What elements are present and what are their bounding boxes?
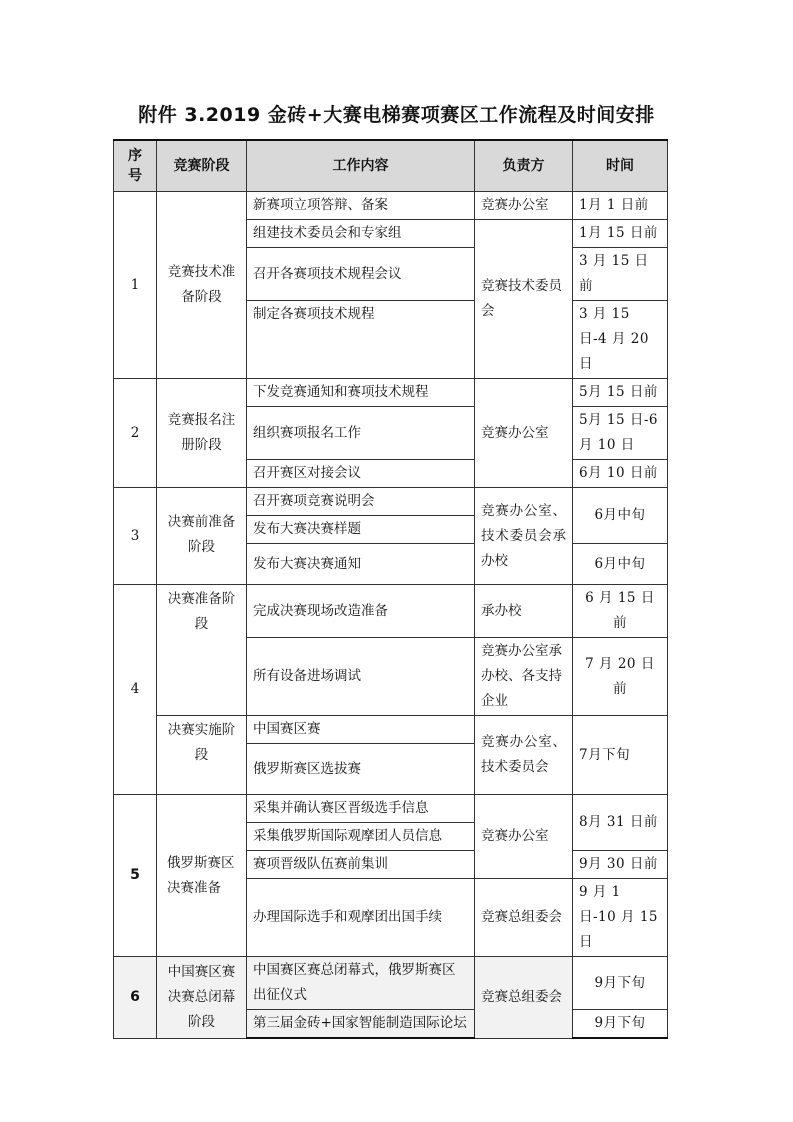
- stage-cell: 决赛准备阶段: [157, 585, 247, 716]
- task-cell: 召开赛区对接会议: [247, 460, 475, 488]
- task-cell: 俄罗斯赛区选拔赛: [247, 744, 475, 795]
- stage-cell: 决赛前准备阶段: [157, 488, 247, 585]
- task-cell: 中国赛区赛: [247, 716, 475, 744]
- owner-cell: 承办校: [475, 585, 573, 638]
- time-cell: 6月中旬: [573, 488, 668, 544]
- table-row: [114, 957, 668, 1010]
- header-time: 时间: [573, 140, 668, 192]
- task-cell: 发布大赛决赛样题: [247, 516, 475, 544]
- task-cell: 召开各赛项技术规程会议: [247, 248, 475, 301]
- time-cell: 9 月 1 日-10 月 15 日: [573, 879, 668, 957]
- time-cell: 6月 10 日前: [573, 460, 668, 488]
- owner-cell: 竞赛办公室承办校、各支持企业: [475, 638, 573, 716]
- time-cell: 1月 1 日前: [573, 192, 668, 220]
- task-cell: 采集俄罗斯国际观摩团人员信息: [247, 823, 475, 851]
- table-row: [114, 585, 668, 638]
- task-cell: 组建技术委员会和专家组: [247, 220, 475, 248]
- owner-cell: 竞赛办公室: [475, 379, 573, 488]
- document-title: 附件 3.2019 金砖+大赛电梯赛项赛区工作流程及时间安排: [138, 104, 655, 126]
- task-cell: 组织赛项报名工作: [247, 407, 475, 460]
- task-cell: 中国赛区赛总闭幕式，俄罗斯赛区出征仪式: [247, 957, 475, 1010]
- table-row: [114, 488, 668, 516]
- seq-cell: 1: [114, 192, 157, 379]
- seq-cell: 3: [114, 488, 157, 585]
- time-cell: 6 月 15 日前: [573, 585, 668, 638]
- task-cell: 发布大赛决赛通知: [247, 544, 475, 585]
- time-cell: 7月下旬: [573, 716, 668, 795]
- stage-cell: 中国赛区赛决赛总闭幕阶段: [157, 957, 247, 1039]
- seq-cell: 5: [114, 795, 157, 957]
- task-cell: 下发竞赛通知和赛项技术规程: [247, 379, 475, 407]
- header-owner: 负责方: [475, 140, 573, 192]
- task-cell: 召开赛项竞赛说明会: [247, 488, 475, 516]
- header-content: 工作内容: [247, 140, 475, 192]
- time-cell: 6月中旬: [573, 544, 668, 585]
- time-cell: 5月 15 日-6 月 10 日: [573, 407, 668, 460]
- task-cell: 所有设备进场调试: [247, 638, 475, 716]
- task-cell: 赛项晋级队伍赛前集训: [247, 851, 475, 879]
- time-cell: 9月下旬: [573, 1010, 668, 1039]
- seq-cell: 2: [114, 379, 157, 488]
- time-cell: 9月下旬: [573, 957, 668, 1010]
- owner-cell: 竞赛办公室: [475, 192, 573, 220]
- time-cell: 3 月 15 日前: [573, 248, 668, 301]
- header-seq: 序号: [114, 140, 157, 192]
- owner-cell: 竞赛总组委会: [475, 879, 573, 957]
- owner-cell: 竞赛办公室、技术委员会: [475, 716, 573, 795]
- owner-cell: 竞赛技术委员会: [475, 220, 573, 379]
- owner-cell: 竞赛办公室: [475, 795, 573, 879]
- table-row: [114, 795, 668, 823]
- task-cell: 办理国际选手和观摩团出国手续: [247, 879, 475, 957]
- task-cell: 制定各赛项技术规程: [247, 301, 475, 379]
- task-cell: 完成决赛现场改造准备: [247, 585, 475, 638]
- owner-cell: 竞赛办公室、技术委员会承办校: [475, 488, 573, 585]
- time-cell: 1月 15 日前: [573, 220, 668, 248]
- time-cell: 5月 15 日前: [573, 379, 668, 407]
- table-row: [114, 379, 668, 407]
- table-row: [114, 192, 668, 220]
- stage-cell: 俄罗斯赛区决赛准备: [157, 795, 247, 957]
- time-cell: 8月 31 日前: [573, 795, 668, 851]
- task-cell: 第三届金砖+国家智能制造国际论坛: [247, 1010, 475, 1039]
- stage-cell: 竞赛报名注册阶段: [157, 379, 247, 488]
- time-cell: 9月 30 日前: [573, 851, 668, 879]
- owner-cell: 竞赛总组委会: [475, 957, 573, 1039]
- schedule-table: [113, 139, 668, 1039]
- task-cell: 采集并确认赛区晋级选手信息: [247, 795, 475, 823]
- seq-cell: 6: [114, 957, 157, 1039]
- time-cell: 3 月 15 日-4 月 20 日: [573, 301, 668, 379]
- task-cell: 新赛项立项答辩、备案: [247, 192, 475, 220]
- seq-cell: 4: [114, 585, 157, 795]
- header-row: [114, 140, 668, 192]
- stage-cell: 决赛实施阶段: [157, 716, 247, 795]
- time-cell: 7 月 20 日前: [573, 638, 668, 716]
- stage-cell: 竞赛技术准备阶段: [157, 192, 247, 379]
- table-row: [114, 716, 668, 744]
- header-stage: 竞赛阶段: [157, 140, 247, 192]
